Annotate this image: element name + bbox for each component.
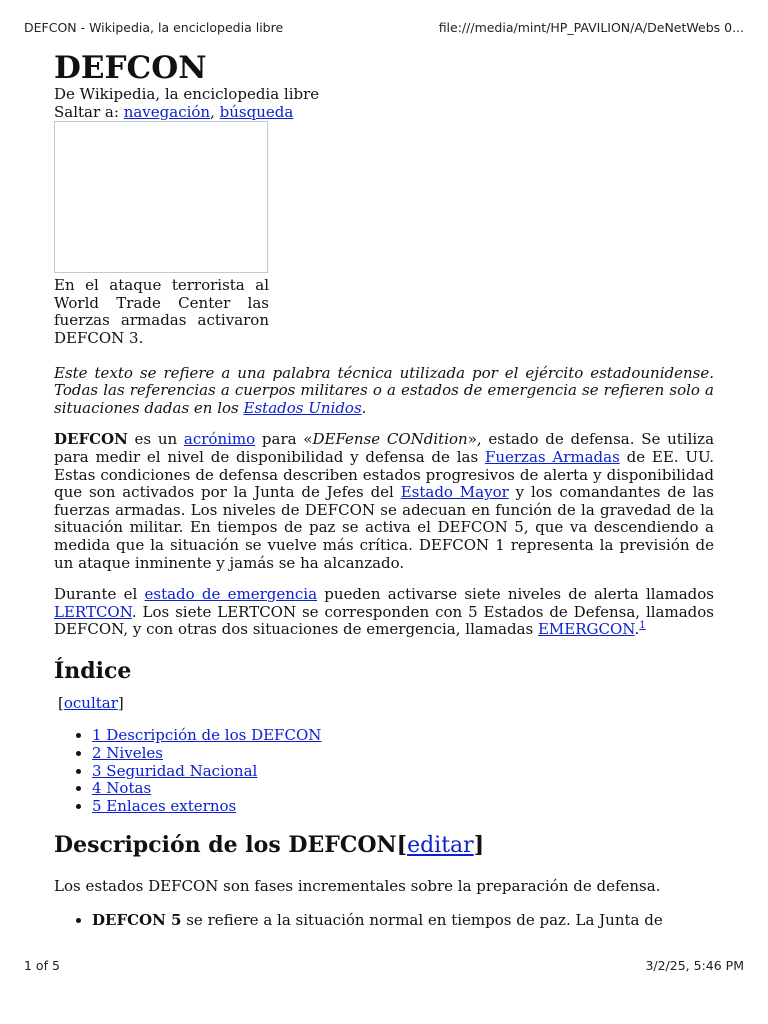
toc-hide-link[interactable]: ocultar	[63, 693, 118, 712]
bracket: [	[58, 693, 64, 712]
link-estados-unidos[interactable]: Estados Unidos	[243, 398, 362, 417]
text-span: Durante el	[54, 585, 145, 604]
print-footer	[0, 958, 768, 976]
defcon-list	[54, 912, 714, 930]
toc-toggle	[54, 695, 714, 713]
article	[54, 50, 714, 930]
emergency-paragraph	[54, 586, 714, 639]
link-fuerzas-armadas[interactable]: Fuerzas Armadas	[484, 447, 620, 466]
toc-item	[92, 798, 714, 816]
bracket: ]	[473, 832, 485, 859]
jump-prefix: Saltar a:	[54, 102, 124, 121]
hatnote	[54, 365, 714, 418]
text-span: se refiere a la situación normal en tiempos de paz. La Junta de	[181, 911, 663, 930]
print-header	[0, 20, 768, 38]
print-datetime: 3/2/25, 5:46 PM	[645, 958, 744, 973]
print-header-title: DEFCON - Wikipedia, la enciclopedia libre	[24, 20, 284, 35]
toc-item	[92, 763, 714, 781]
hatnote-end: .	[361, 398, 367, 417]
toc-link-niveles[interactable]: 2 Niveles	[92, 744, 163, 763]
text-span: y los comandantes de las fuerzas armadas. Los niveles de DEFCON se adecuan en función de la gravedad de la situación militar. En tiempos de paz se activa el DEFCON 5, que va descendiendo a medida que la situación se vuelve más crítica. DEFCON 1 representa la previsión de un ataque inminente y jamás se ha alcanzado.	[54, 483, 715, 572]
jump-links	[54, 104, 714, 122]
section-heading-text: Descripción de los DEFCON	[54, 832, 397, 859]
text-span: es un	[127, 430, 184, 449]
text-span: .	[634, 620, 640, 639]
text-span: para «	[255, 430, 313, 449]
search-link[interactable]: búsqueda	[219, 102, 294, 121]
intro-paragraph	[54, 431, 714, 572]
footnote-1-link[interactable]: 1	[639, 620, 646, 632]
text-span: », estado de defensa. Se utiliza para medir el nivel de disponibilidad y defensa de las	[54, 430, 715, 466]
link-acronimo[interactable]: acrónimo	[183, 430, 256, 449]
figure-image[interactable]	[54, 121, 268, 273]
link-lertcon[interactable]: LERTCON	[54, 602, 132, 621]
hatnote-text: Este texto se refiere a una palabra técnica utilizada por el ejército estadounidense. Todas las referencias a cuerpos militares o a estados de emergencia se refieren solo a situaciones dadas en los	[54, 363, 714, 417]
toc-list	[54, 727, 714, 815]
list-item	[92, 912, 714, 930]
figure-caption: En el ataque terrorista al World Trade Center las fuerzas armadas activaron DEFCON 3.	[54, 276, 269, 347]
page-subtitle: De Wikipedia, la enciclopedia libre	[54, 85, 320, 103]
nav-link[interactable]: navegación	[123, 102, 211, 121]
page-title: DEFCON	[54, 50, 207, 86]
toc-link-seguridad[interactable]: 3 Seguridad Nacional	[92, 761, 258, 780]
link-emergcon[interactable]: EMERGCON	[537, 620, 635, 639]
print-header-url: file:///media/mint/HP_PAVILION/A/DeNetWebs 0...	[438, 20, 744, 35]
toc-link-descripcion[interactable]: 1 Descripción de los DEFCON	[92, 726, 322, 745]
edit-link[interactable]: editar	[407, 833, 474, 859]
bold-defcon: DEFCON	[54, 430, 128, 449]
link-estado-mayor[interactable]: Estado Mayor	[400, 483, 509, 502]
toc-heading: Índice	[54, 657, 132, 684]
toc-item	[92, 727, 714, 745]
text-span: . Los siete LERTCON se corresponden con 5 Estados de Defensa, llamados DEFCON, y con otras dos situaciones de emergencia, llamadas	[54, 602, 714, 639]
toc-item	[92, 745, 714, 763]
toc-item	[92, 780, 714, 798]
section-heading-descripcion	[54, 831, 714, 860]
section-intro: Los estados DEFCON son fases incrementales sobre la preparación de defensa.	[54, 877, 661, 896]
text-span: de EE. UU. Estas condiciones de defensa describen estados progresivos de alerta y disponibilidad que son activados por la Junta de Jefes del	[54, 447, 715, 502]
toc-link-enlaces[interactable]: 5 Enlaces externos	[92, 796, 237, 815]
text-span: pueden activarse siete niveles de alerta llamados	[317, 585, 714, 604]
jump-sep: ,	[210, 102, 220, 121]
italic-defense-condition: DEFense CONdition	[312, 430, 468, 449]
page-number: 1 of 5	[24, 958, 60, 973]
bracket: [	[396, 832, 408, 859]
link-estado-emergencia[interactable]: estado de emergencia	[144, 585, 318, 604]
bold-defcon-5: DEFCON 5	[92, 911, 182, 930]
bracket: ]	[117, 693, 124, 712]
toc-link-notas[interactable]: 4 Notas	[92, 779, 152, 798]
